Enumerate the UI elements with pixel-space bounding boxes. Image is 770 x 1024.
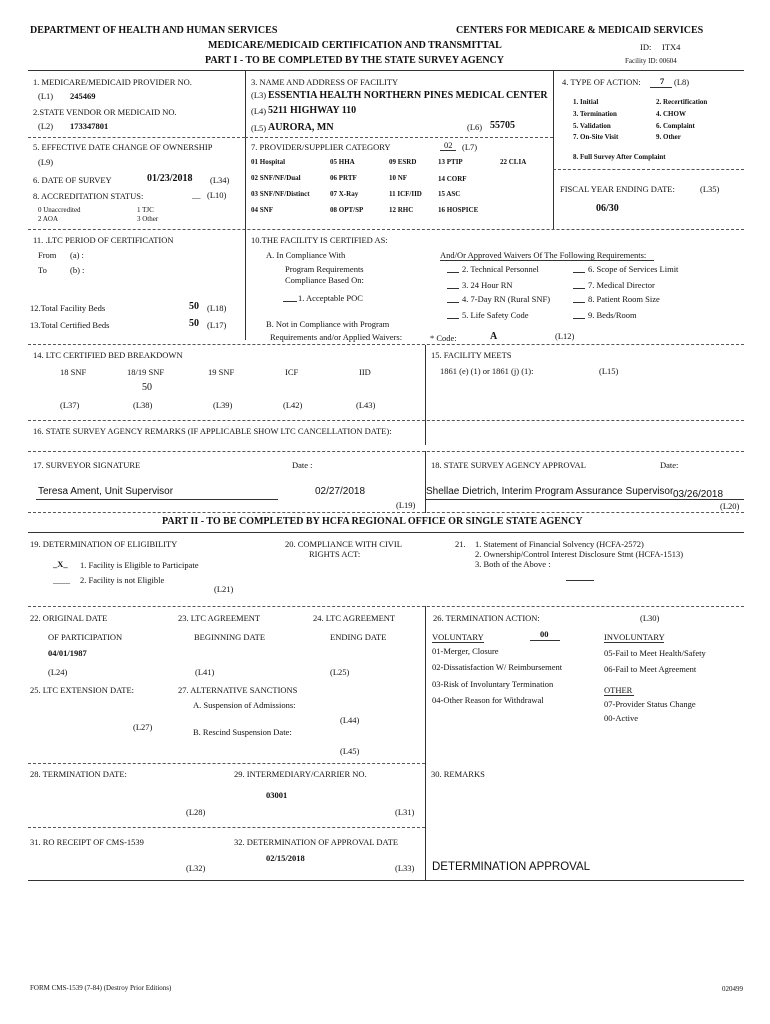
category-option: 03 SNF/NF/Distinct [251, 190, 310, 198]
waiver-option: 9. Beds/Room [588, 310, 637, 320]
fy-label: FISCAL YEAR ENDING DATE: [560, 184, 675, 194]
f11-label: 11. .LTC PERIOD OF CERTIFICATION [33, 235, 174, 245]
compliance-code: A [490, 331, 498, 342]
underline [573, 288, 585, 289]
category-option: 09 ESRD [389, 158, 417, 166]
fy-code: (L35) [700, 184, 720, 194]
waiver-option: 6. Scope of Services Limit [588, 264, 679, 274]
action-option: 3. Termination [573, 110, 617, 118]
signature-line [426, 499, 744, 500]
f10-prog1: Program Requirements [285, 264, 364, 274]
code-label: * Code: [430, 333, 457, 343]
f4-code: (L8) [674, 77, 690, 87]
f3-l5: (L5) [251, 123, 267, 133]
fiscal-year-end: 06/30 [596, 203, 619, 214]
snf-1819-beds: 50 [142, 382, 152, 393]
f3-l4: (L4) [251, 106, 267, 116]
f28-code: (L28) [186, 807, 206, 817]
bed-code: (L43) [356, 400, 376, 410]
remarks-text: DETERMINATION APPROVAL [432, 861, 591, 873]
waiver-option: 7. Medical Director [588, 280, 655, 290]
rule [28, 532, 744, 533]
involuntary-option: 05-Fail to Meet Health/Safety [604, 648, 706, 658]
signature-line [36, 499, 278, 500]
f24-code: (L25) [330, 667, 350, 677]
f7-label: 7. PROVIDER/SUPPLIER CATEGORY [251, 142, 391, 152]
category-option: 10 NF [389, 174, 408, 182]
divider [28, 827, 425, 828]
f15-text: 1861 (e) (1) or 1861 (j) (1): [440, 366, 534, 376]
underline [447, 318, 459, 319]
eligible-mark: _X_ [53, 559, 68, 569]
f22-label: 22. ORIGINAL DATE [30, 613, 108, 623]
f10-prog2: Compliance Based On: [285, 275, 364, 285]
f8-code: (L10) [207, 190, 227, 200]
f6-label: 6. DATE OF SURVEY [33, 175, 112, 185]
action-option: 2. Recertification [656, 98, 708, 106]
f23-code: (L41) [195, 667, 215, 677]
bed-code: (L37) [60, 400, 80, 410]
other-label: OTHER [604, 685, 633, 695]
underline [650, 87, 672, 88]
f29-code: (L31) [395, 807, 415, 817]
bed-code: (L38) [133, 400, 153, 410]
f31-label: 31. RO RECEIPT OF CMS-1539 [30, 837, 144, 847]
waivers-heading: And/Or Approved Waivers Of The Following Requirements: [440, 250, 647, 260]
f25-code: (L27) [133, 722, 153, 732]
accred-option: 2 AOA [38, 215, 59, 223]
f21-o1: 1. Statement of Financial Solvency (HCFA-2572) [475, 539, 644, 549]
category-option: 14 CORF [438, 175, 467, 183]
divider [28, 606, 744, 607]
divider [553, 169, 744, 170]
f8-label: 8. ACCREDITATION STATUS: [33, 191, 144, 201]
f19-o2: 2. Facility is not Eligible [80, 575, 165, 585]
underline [566, 580, 594, 581]
bed-code: (L42) [283, 400, 303, 410]
f5-code: (L9) [38, 157, 54, 167]
underline [440, 260, 654, 261]
involuntary-label: INVOLUNTARY [604, 632, 665, 642]
divider [28, 137, 245, 138]
waiver-option: 4. 7-Day RN (Rural SNF) [462, 294, 551, 304]
underline [447, 272, 459, 273]
category-option: 15 ASC [438, 190, 461, 198]
facility-city: AURORA, MN [268, 122, 334, 133]
f29-label: 29. INTERMEDIARY/CARRIER NO. [234, 769, 367, 779]
category-option: 13 PTIP [438, 158, 463, 166]
other-option: 07-Provider Status Change [604, 699, 696, 709]
surveyor-signature: Teresa Ament, Unit Supervisor [38, 486, 174, 497]
bed-code: (L39) [213, 400, 233, 410]
f10-acceptable: 1. Acceptable POC [298, 293, 363, 303]
vendor-number: 173347801 [70, 121, 109, 131]
waiver-option: 5. Life Safety Code [462, 310, 529, 320]
f32-label: 32. DETERMINATION OF APPROVAL DATE [234, 837, 399, 847]
divider [28, 451, 744, 452]
from-label: From [38, 250, 57, 260]
f27-code-b: (L45) [340, 746, 360, 756]
underline [573, 302, 585, 303]
action-option: 7. On-Site Visit [573, 133, 619, 141]
part2-title: PART II - TO BE COMPLETED BY HCFA REGIONAL OFFICE OR SINGLE STATE AGENCY [162, 516, 583, 527]
dept-heading: DEPARTMENT OF HEALTH AND HUMAN SERVICES [30, 25, 278, 36]
from-a: (a) : [70, 250, 84, 260]
underline [283, 301, 297, 302]
part1-title: PART I - TO BE COMPLETED BY THE STATE SURVEY AGENCY [205, 55, 504, 66]
facility-name: ESSENTIA HEALTH NORTHERN PINES MEDICAL CENTER [268, 90, 548, 101]
provider-number: 245469 [70, 91, 96, 101]
action-option: 8. Full Survey After Complaint [573, 153, 666, 161]
category-option: 01 Hospital [251, 158, 286, 166]
f1-label: 1. MEDICARE/MEDICAID PROVIDER NO. [33, 77, 192, 87]
f28-label: 28. TERMINATION DATE: [30, 769, 127, 779]
action-option: 9. Other [656, 133, 681, 141]
category-option: 05 HHA [330, 158, 355, 166]
voluntary-label: VOLUNTARY [432, 632, 484, 642]
f18-label: 18. STATE SURVEY AGENCY APPROVAL [431, 460, 586, 470]
category-option: 11 ICF/IID [389, 190, 422, 198]
voluntary-option: 04-Other Reason for Withdrawal [432, 695, 544, 705]
f16-label: 16. STATE SURVEY AGENCY REMARKS (IF APPLICABLE SHOW LTC CANCELLATION DATE): [33, 426, 392, 436]
original-participation-date: 04/01/1987 [48, 648, 87, 658]
f10-label: 10.THE FACILITY IS CERTIFIED AS: [251, 235, 388, 245]
f17-code: (L19) [396, 500, 416, 510]
surveyor-date: 02/27/2018 [315, 486, 366, 497]
category-option: 06 PRTF [330, 174, 357, 182]
f6-code: (L34) [210, 175, 230, 185]
waiver-option: 2. Technical Personnel [462, 264, 539, 274]
voluntary-option: 02-Dissatisfaction W/ Reimbursement [432, 662, 563, 672]
form-number: FORM CMS-1539 (7-84) (Destroy Prior Editions) [30, 984, 172, 992]
f13-label: 13.Total Certified Beds [30, 320, 110, 330]
id-label: ID: [640, 42, 652, 52]
f23-label: 23. LTC AGREEMENT [178, 613, 261, 623]
f27-b: B. Rescind Suspension Date: [193, 727, 292, 737]
f23-sub: BEGINNING DATE [194, 632, 266, 642]
f18-date-label: Date: [660, 460, 679, 470]
rule [28, 70, 744, 71]
f19-o1: 1. Facility is Eligible to Participate [80, 560, 199, 570]
col-divider [553, 70, 554, 230]
to-b: (b) : [70, 265, 85, 275]
total-facility-beds: 50 [189, 301, 199, 312]
action-option: 6. Complaint [656, 122, 695, 130]
form-code: 020499 [722, 985, 743, 993]
divider [245, 137, 553, 138]
other-option: 00-Active [604, 713, 638, 723]
waiver-option: 3. 24 Hour RN [462, 280, 513, 290]
accred-option: 1 TJC [137, 206, 154, 214]
accred-option: 3 Other [137, 215, 159, 223]
f8-blank: __ [192, 190, 201, 200]
underline [447, 302, 459, 303]
f3-label: 3. NAME AND ADDRESS OF FACILITY [251, 77, 399, 87]
f32-code: (L33) [395, 863, 415, 873]
f12-code: (L18) [207, 303, 227, 313]
facility-id: Facility ID: 00604 [625, 57, 677, 65]
f24-label: 24. LTC AGREEMENT [313, 613, 396, 623]
f20-label2: RIGHTS ACT: [309, 549, 361, 559]
voluntary-option: 03-Risk of Involuntary Termination [432, 679, 554, 689]
underline [432, 642, 484, 643]
bed-col: 18 SNF [60, 367, 87, 377]
f20-label1: 20. COMPLIANCE WITH CIVIL [285, 539, 402, 549]
f27-code-a: (L44) [340, 715, 360, 725]
col-divider [245, 70, 246, 340]
f7-code: (L7) [462, 142, 478, 152]
f4-label: 4. TYPE OF ACTION: [562, 77, 641, 87]
f2-label: 2.STATE VENDOR OR MEDICAID NO. [33, 107, 177, 117]
category-option: 12 RHC [389, 206, 414, 214]
termination-action-value: 00 [540, 629, 549, 639]
f3-l6: (L6) [467, 122, 483, 132]
f22-sub: OF PARTICIPATION [48, 632, 123, 642]
f12-label: 12.Total Facility Beds [30, 303, 106, 313]
f17-label: 17. SURVEYOR SIGNATURE [33, 460, 141, 470]
divider [28, 763, 425, 764]
underline [530, 640, 560, 641]
category-option: 22 CLIA [500, 158, 527, 166]
facility-street: 5211 HIGHWAY 110 [268, 105, 357, 116]
category-option: 04 SNF [251, 206, 273, 214]
f22-code: (L24) [48, 667, 68, 677]
f10-a: A. In Compliance With [266, 250, 346, 260]
f17-date-label: Date : [292, 460, 313, 470]
f30-label: 30. REMARKS [431, 769, 485, 779]
f10-b2: Requirements and/or Applied Waivers: [270, 332, 403, 342]
f25-label: 25. LTC EXTENSION DATE: [30, 685, 135, 695]
f5-label: 5. EFFECTIVE DATE CHANGE OF OWNERSHIP [33, 142, 213, 152]
f14-label: 14. LTC CERTIFIED BED BREAKDOWN [33, 350, 183, 360]
not-eligible-blank: ____ [53, 575, 70, 585]
survey-date: 01/23/2018 [147, 173, 193, 184]
waiver-option: 8. Patient Room Size [588, 294, 660, 304]
provider-category-value: 02 [444, 140, 453, 150]
divider [28, 420, 744, 421]
underline [573, 318, 585, 319]
f18-code: (L20) [720, 501, 740, 511]
f31-code: (L32) [186, 863, 206, 873]
f27-a: A. Suspension of Admissions: [193, 700, 296, 710]
underline [604, 695, 634, 696]
bed-col: ICF [285, 367, 299, 377]
bed-col: 18/19 SNF [127, 367, 165, 377]
f21-label: 21. [455, 539, 466, 549]
code-ref: (L12) [555, 331, 575, 341]
action-type-value: 7 [660, 76, 665, 86]
category-option: 16 HOSPICE [438, 206, 479, 214]
form-title: MEDICARE/MEDICAID CERTIFICATION AND TRANSMITTAL [208, 40, 502, 51]
bed-col: 19 SNF [208, 367, 235, 377]
involuntary-option: 06-Fail to Meet Agreement [604, 664, 697, 674]
divider [28, 512, 744, 513]
category-option: 07 X-Ray [330, 190, 359, 198]
f19-label: 19. DETERMINATION OF ELIGIBILITY [30, 539, 178, 549]
f2-code: (L2) [38, 121, 54, 131]
f24-sub: ENDING DATE [330, 632, 387, 642]
total-certified-beds: 50 [189, 318, 199, 329]
f21-o2: 2. Ownership/Control Interest Disclosure Stmt (HCFA-1513) [475, 549, 684, 559]
rule [28, 880, 744, 881]
agency-approver: Shellae Dietrich, Interim Program Assurance Supervisor [426, 486, 674, 497]
f26-code: (L30) [640, 613, 660, 623]
underline [440, 150, 456, 151]
f15-label: 15. FACILITY MEETS [431, 350, 512, 360]
col-divider [425, 606, 426, 881]
f27-label: 27. ALTERNATIVE SANCTIONS [178, 685, 298, 695]
f19-code: (L21) [214, 584, 234, 594]
bed-col: IID [359, 367, 371, 377]
underline [573, 272, 585, 273]
f26-label: 26. TERMINATION ACTION: [433, 613, 540, 623]
category-option: 02 SNF/NF/Dual [251, 174, 301, 182]
col-divider [425, 451, 426, 513]
voluntary-option: 01-Merger, Closure [432, 646, 499, 656]
action-option: 4. CHOW [656, 110, 686, 118]
f13-code: (L17) [207, 320, 227, 330]
col-divider [425, 345, 426, 445]
divider [28, 229, 744, 230]
intermediary-number: 03001 [266, 790, 288, 800]
action-option: 5. Validation [573, 122, 611, 130]
to-label: To [38, 265, 47, 275]
category-option: 08 OPT/SP [330, 206, 364, 214]
id-value: ITX4 [662, 42, 681, 52]
cms-heading: CENTERS FOR MEDICARE & MEDICAID SERVICES [456, 25, 704, 36]
underline [447, 288, 459, 289]
f10-b1: B. Not in Compliance with Program [266, 319, 390, 329]
approval-determination-date: 02/15/2018 [266, 853, 305, 863]
action-option: 1. Initial [573, 98, 599, 106]
f21-o3: 3. Both of the Above : [475, 559, 551, 569]
f3-l3: (L3) [251, 90, 267, 100]
facility-zip: 55705 [490, 120, 515, 131]
underline [604, 642, 664, 643]
divider [28, 344, 744, 345]
f1-code: (L1) [38, 91, 54, 101]
approval-date: 03/26/2018 [673, 489, 724, 500]
accred-option: 0 Unaccredited [38, 206, 81, 214]
f15-code: (L15) [599, 366, 619, 376]
